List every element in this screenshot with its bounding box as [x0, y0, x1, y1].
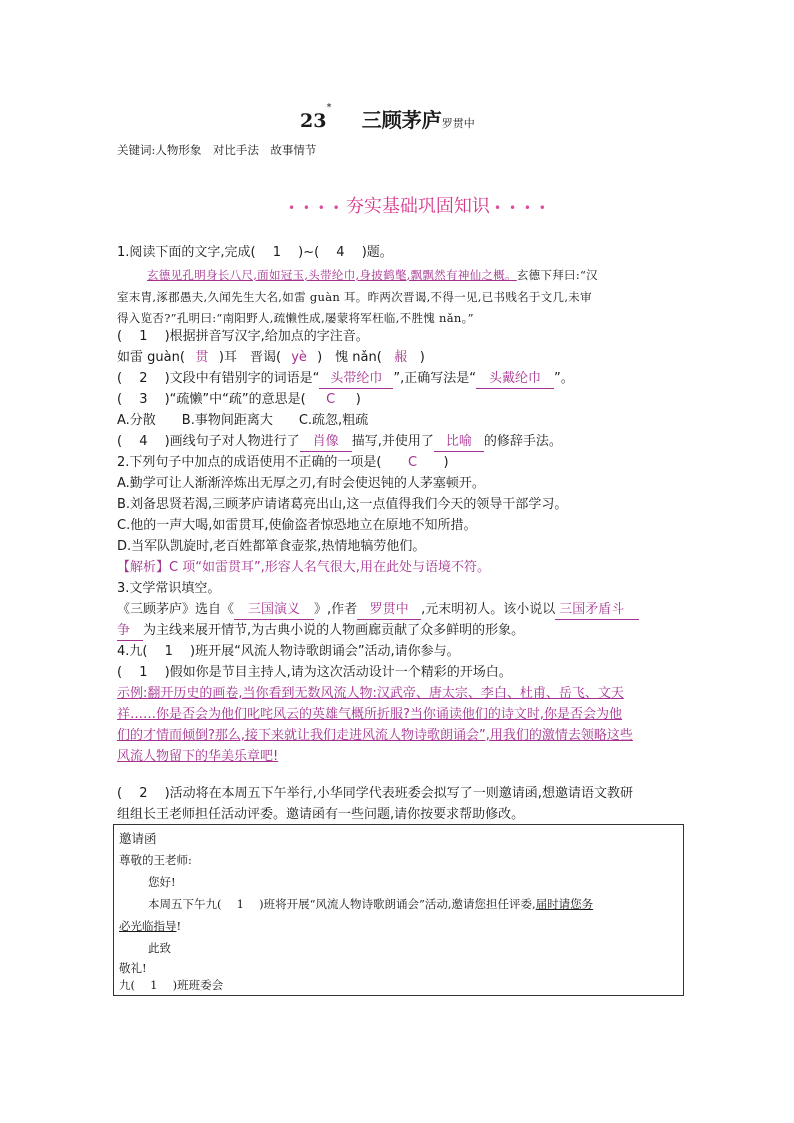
q2-option-a: A.勤学可让人渐渐淬炼出无厚之刃,有时会使迟钝的人茅塞顿开。 [117, 476, 485, 491]
answer-source-book: 三国演义 [234, 601, 314, 620]
q4-sub2-line-1: ( 2 )活动将在本周五下午举行,小华同学代表班委会拟写了一则邀请函,想邀请语文教研 [117, 786, 633, 801]
answer-main-line: 三国矛盾斗 [555, 601, 639, 620]
q1-sub4-text-b: 描写,并使用了 [351, 434, 434, 449]
q4-example-line-4: 风流人物留下的华美乐章吧! [117, 749, 279, 764]
q3-head: 3.文学常识填空。 [117, 581, 221, 596]
q1-sub2-text-c: ”。 [554, 371, 574, 386]
q1-sub3 [117, 391, 361, 409]
lesson-star: * [326, 102, 332, 113]
q1-sub1-text-a: 如雷 guàn( [117, 350, 185, 365]
letter-body-underlined-a: 届时请您务 [535, 897, 594, 911]
section-dots-right: • • • • [494, 201, 548, 215]
answer-shu-meaning: C [326, 392, 336, 407]
q1-sub1-text-b: )耳 晋谒( [218, 350, 282, 365]
q2-answer: C [407, 455, 418, 470]
letter-body-text: 本周五下午九( 1 )班将开展“风流人物诗歌朗诵会”活动,邀请您担任评委, [148, 897, 536, 911]
keywords: 关键词:人物形象 对比手法 故事情节 [117, 143, 317, 157]
q2-stem-text-b: ) [443, 455, 449, 470]
q3-line-2 [117, 622, 524, 641]
passage-line-1-rest: 玄德下拜曰:“汉 [516, 268, 598, 282]
q1-sub1-text-d: ) [419, 350, 425, 365]
q3-line-1 [117, 601, 639, 620]
q1-intro: 1.阅读下面的文字,完成( 1 )~( 4 )题。 [117, 245, 393, 260]
answer-author: 罗贯中 [357, 601, 421, 620]
lesson-title: 三顾茅庐 [361, 108, 442, 132]
q1-sub1-text-c: ) 愧 nǎn( [317, 350, 382, 365]
q4-example-line-3: 们的才情而倾倒?那么,接下来就让我们走进风流人物诗歌朗诵会”,用我们的激情去领略这些 [117, 728, 633, 743]
letter-title: 邀请函 [119, 832, 157, 846]
q2-option-b: B.刘备思贤若渴,三顾茅庐请诸葛亮出山,这一点值得我们今天的领导干部学习。 [117, 497, 568, 512]
q1-passage-line-3: 得入览否?”孔明曰:“南阳野人,疏懒性成,屡蒙将军枉临,不胜愧 nǎn。” [117, 311, 474, 325]
q1-sub2-text-b: ”,正确写法是“ [393, 371, 477, 386]
section-header [288, 192, 548, 218]
q2-option-d: D.当军队凯旋时,老百姓都箪食壶浆,热情地犒劳他们。 [117, 539, 426, 554]
q2-analysis: 【解析】C 项“如雷贯耳”,形容人名气很大,用在此处与语境不符。 [117, 560, 490, 575]
q1-sub3-options: A.分散 B.事物间距离大 C.疏忽,粗疏 [117, 413, 369, 428]
letter-body-line-1 [148, 896, 593, 912]
answer-guan: 贯 [195, 350, 209, 365]
answer-description: 肖像 [300, 433, 352, 452]
lesson-number: 23 [300, 110, 327, 132]
answer-nan: 赧 [394, 350, 408, 365]
letter-body-underlined-b: 必光临指导 [119, 919, 177, 933]
answer-main-line-cont: 争 [117, 622, 143, 641]
q1-sub3-text-b: ) [355, 392, 361, 407]
passage-underlined-sentence: 玄德见孔明身长八尺,面如冠玉,头带纶巾,身披鹤氅,飘飘然有神仙之概。 [147, 268, 517, 282]
letter-body-line-2 [119, 918, 181, 934]
q1-sub4-text-c: 的修辞手法。 [483, 434, 562, 449]
q3-text-a: 《三顾茅庐》选自《 [117, 602, 235, 617]
page-title [300, 104, 475, 133]
q2-stem [117, 454, 449, 472]
letter-body-end: ! [176, 919, 182, 933]
q1-sub4 [117, 433, 562, 452]
letter-closing-2: 敬礼! [119, 961, 147, 975]
answer-wrong-word: 头带纶巾 [319, 370, 393, 389]
lesson-author: 罗贯中 [441, 117, 475, 130]
answer-correct-word: 头戴纶巾 [476, 370, 554, 389]
q1-sub1: ( 1 )根据拼音写汉字,给加点的字注音。 [117, 329, 369, 344]
q4-example-line-1: 示例:翻开历史的画卷,当你看到无数风流人物:汉武帝、唐太宗、李白、杜甫、岳飞、文天 [117, 686, 624, 701]
letter-hello: 您好! [148, 875, 176, 889]
q1-sub1-answers [117, 349, 425, 367]
answer-ye: yè [291, 350, 307, 365]
q1-sub2 [117, 370, 574, 389]
q1-passage-line-2: 室末胄,涿郡愚夫,久闻先生大名,如雷 guàn 耳。昨两次晋谒,不得一见,已书贱名于文几,未审 [117, 290, 592, 304]
answer-rhetoric: 比喻 [434, 433, 484, 452]
q1-sub3-text-a: ( 3 )“疏懒”中“疏”的意思是( [117, 392, 306, 407]
letter-greeting: 尊敬的王老师: [119, 853, 192, 867]
letter-signature: 九( 1 )班班委会 [119, 978, 224, 992]
q4-example-line-2: 祥……你是否会为他们叱咤风云的英雄气概所折服?当你诵读他们的诗文时,你是否会为他 [117, 707, 623, 722]
q4-sub2-line-2: 组组长王老师担任活动评委。邀请函有一些问题,请你按要求帮助修改。 [117, 807, 525, 822]
q4-head: 4.九( 1 )班开展“风流人物诗歌朗诵会”活动,请你参与。 [117, 644, 460, 659]
q1-sub2-text-a: ( 2 )文段中有错别字的词语是“ [117, 371, 320, 386]
q3-text-b: 》,作者 [314, 602, 358, 617]
invitation-letter-box [113, 824, 684, 996]
section-dots-left: • • • • [288, 201, 342, 215]
q3-text-c: ,元末明初人。该小说以 [421, 602, 556, 617]
q4-sub1: ( 1 )假如你是节目主持人,请为这次活动设计一个精彩的开场白。 [117, 665, 512, 680]
q1-passage-line-1 [147, 266, 598, 284]
q2-stem-text-a: 2.下列句子中加点的成语使用不正确的一项是( [117, 455, 382, 470]
section-title: 夯实基础巩固知识 [345, 196, 490, 217]
q1-sub4-text-a: ( 4 )画线句子对人物进行了 [117, 434, 300, 449]
letter-closing-1: 此致 [148, 941, 171, 955]
q2-option-c: C.他的一声大喝,如雷贯耳,使偷盗者惊恐地立在原地不知所措。 [117, 518, 477, 533]
q3-text-d: 为主线来展开情节,为古典小说的人物画廊贡献了众多鲜明的形象。 [143, 623, 525, 638]
